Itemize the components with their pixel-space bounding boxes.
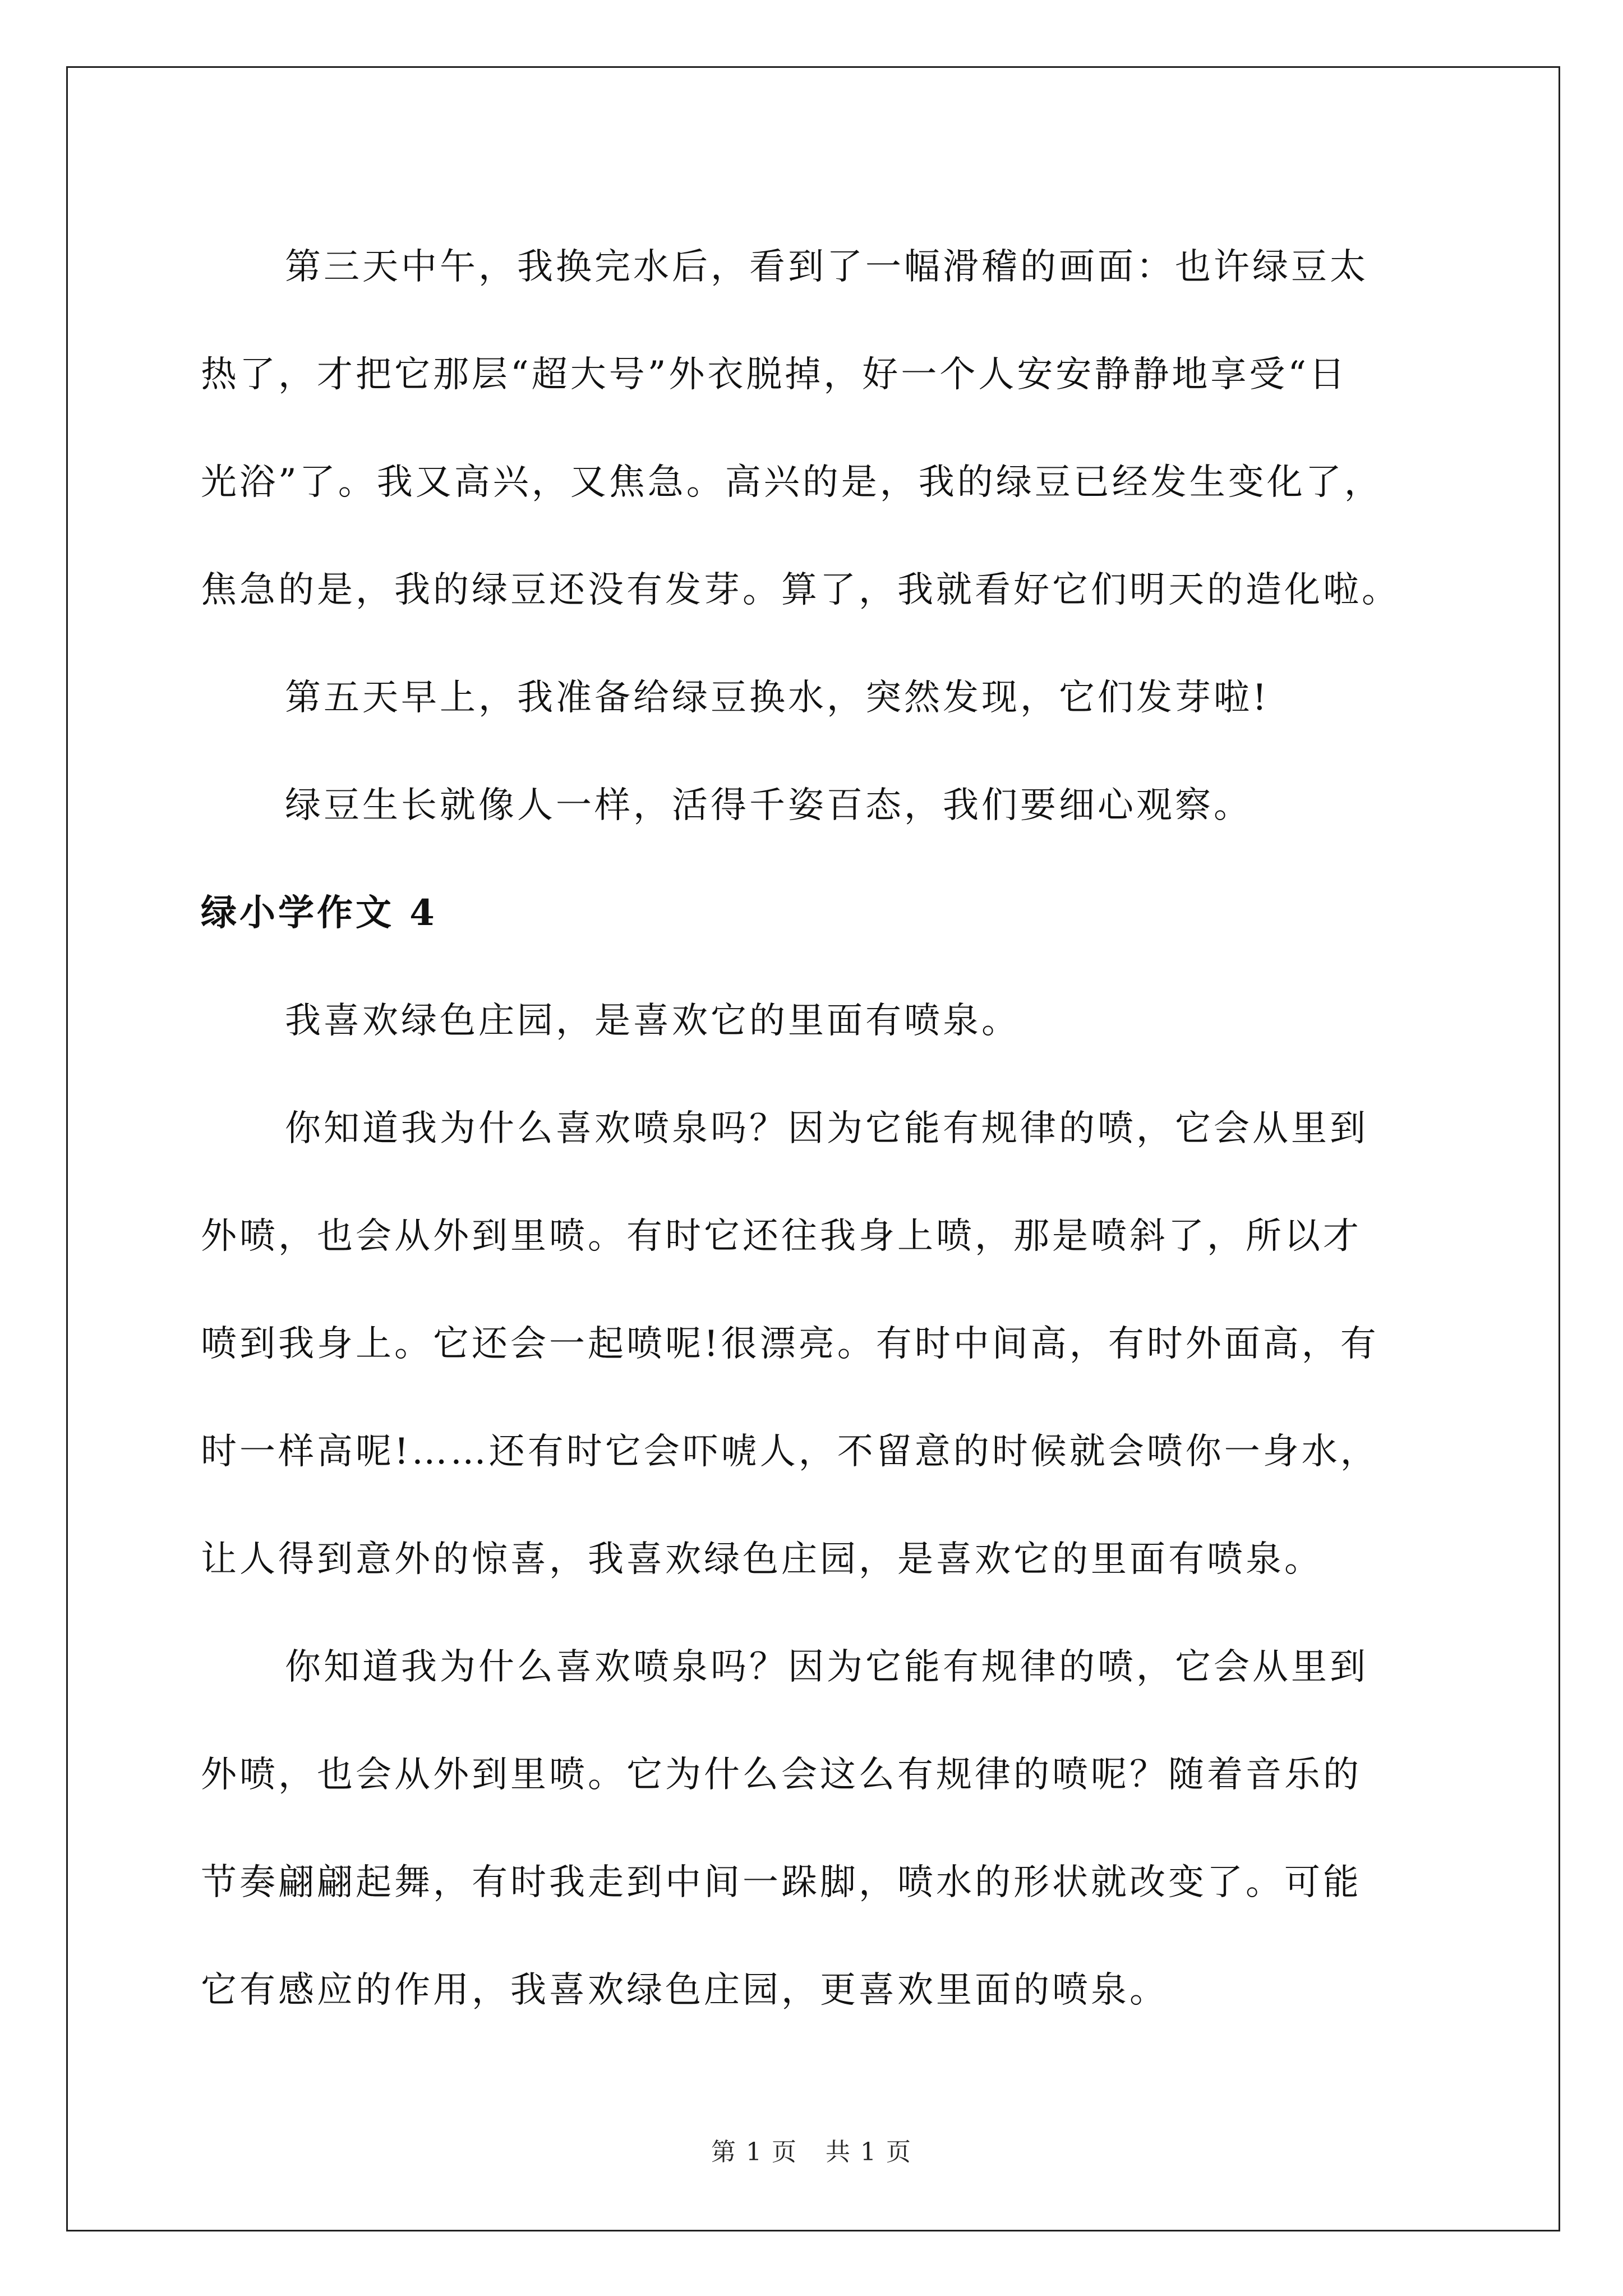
paragraph-intro [201, 967, 1468, 1075]
paragraph-day-three [201, 213, 1468, 644]
text-line: 你知道我为什么喜欢喷泉吗？因为它能有规律的喷，它会从里到 [285, 1108, 1368, 1149]
text-line: 让人得到意外的惊喜，我喜欢绿色庄园，是喜欢它的里面有喷泉。 [201, 1539, 1323, 1580]
section-second [201, 967, 1468, 2044]
text-line: 第三天中午，我换完水后，看到了一幅滑稽的画面：也许绿豆太 [285, 246, 1368, 288]
section-first [201, 213, 1468, 859]
text-line: 它有感应的作用，我喜欢绿色庄园，更喜欢里面的喷泉。 [201, 1970, 1168, 2011]
paragraph-day-five [201, 644, 1468, 752]
text-line: 我喜欢绿色庄园，是喜欢它的里面有喷泉。 [285, 1000, 1020, 1042]
text-line: 焦急的是，我的绿豆还没有发芽。算了，我就看好它们明天的造化啦。 [201, 569, 1400, 611]
text-line: 喷到我身上。它还会一起喷呢!很漂亮。有时中间高，有时外面高，有 [201, 1323, 1379, 1365]
paragraph-conclusion [201, 752, 1468, 859]
page-footer [0, 2132, 1623, 2168]
text-line: 外喷，也会从外到里喷。有时它还往我身上喷，那是喷斜了，所以才 [201, 1216, 1362, 1257]
text-line: 你知道我为什么喜欢喷泉吗？因为它能有规律的喷，它会从里到 [285, 1646, 1368, 1688]
page-total: 共 1 页 [826, 2138, 912, 2166]
text-line: 外喷，也会从外到里喷。它为什么会这么有规律的喷呢？随着音乐的 [201, 1754, 1362, 1796]
text-line: 第五天早上，我准备给绿豆换水，突然发现，它们发芽啦! [285, 677, 1270, 719]
text-line: 绿豆生长就像人一样，活得千姿百态，我们要细心观察。 [285, 785, 1252, 826]
paragraph-fountain-1 [201, 1075, 1468, 1613]
section-heading: 绿小学作文 4 [201, 892, 437, 934]
document-body [201, 213, 1468, 2044]
text-line: 光浴”了。我又高兴，又焦急。高兴的是，我的绿豆已经发生变化了， [201, 462, 1383, 503]
text-line: 节奏翩翩起舞，有时我走到中间一跺脚，喷水的形状就改变了。可能 [201, 1862, 1362, 1903]
text-line: 时一样高呢!……还有时它会吓唬人，不留意的时候就会喷你一身水， [201, 1431, 1379, 1473]
text-line: 热了，才把它那层“超大号”外衣脱掉，好一个人安安静静地享受“日 [201, 354, 1348, 395]
paragraph-fountain-2 [201, 1613, 1468, 2044]
page-number: 第 1 页 [711, 2138, 797, 2166]
